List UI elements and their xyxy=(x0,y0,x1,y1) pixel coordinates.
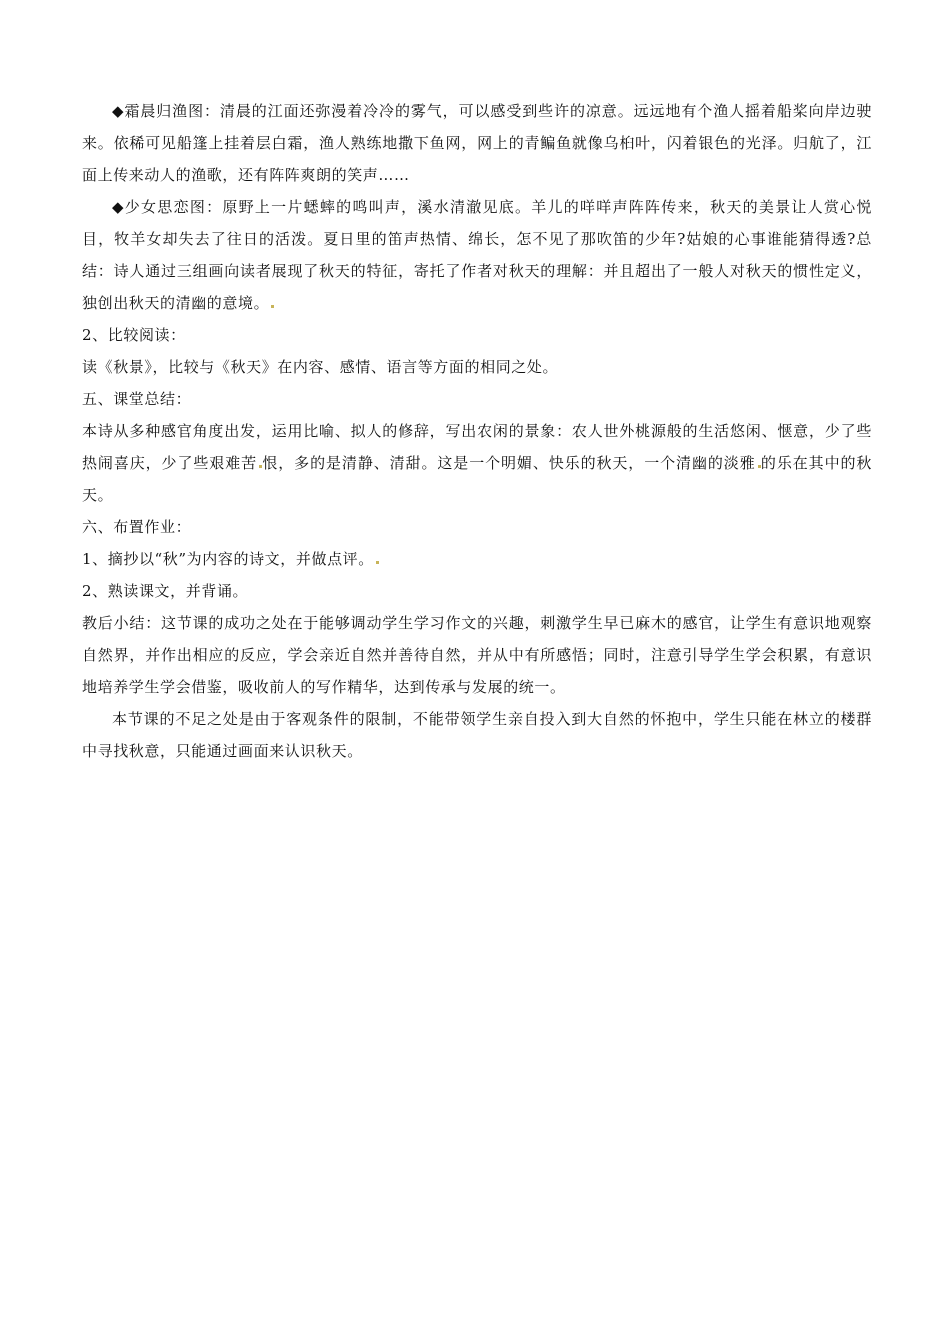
summary-text-part-1: 本诗从多种感官角度出发，运用比喻、拟人的修辞，写出农闲的景象：农人世外桃源般的生活悠闲、惬意，少了些热闹喜庆，少了些艰难苦 xyxy=(82,422,872,472)
marker-dot xyxy=(271,305,274,308)
paragraph-frost-morning-fishing: ◆霜晨归渔图：清晨的江面还弥漫着冷冷的雾气，可以感受到些许的凉意。远远地有个渔人摇着船桨向岸边驶来。依稀可见船篷上挂着层白霜，渔人熟练地撒下鱼网，网上的青鳊鱼就像乌桕叶，闪着银色的光泽。归航了，江面上传来动人的渔歌，还有阵阵爽朗的笑声…… xyxy=(82,102,872,184)
document-body xyxy=(82,95,872,767)
heading-class-summary: 五、课堂总结： xyxy=(82,390,192,408)
paragraph-comparative-reading: 读《秋景》，比较与《秋天》在内容、感情、语言等方面的相同之处。 xyxy=(82,358,559,376)
heading-homework: 六、布置作业： xyxy=(82,518,192,536)
marker-dot xyxy=(376,561,379,564)
paragraph-maiden-longing-text: ◆少女思恋图：原野上一片蟋蟀的鸣叫声，溪水清澈见底。羊儿的咩咩声阵阵传来，秋天的美景让人赏心悦目，牧羊女却失去了往日的活泼。夏日里的笛声热情、绵长，怎不见了那吹笛的少年?姑娘的心事谁能猜得透?总结：诗人通过三组画向读者展现了秋天的特征，寄托了作者对秋天的理解：并且超出了一般人对秋天的惯性定义，独创出秋天的清幽的意境。 xyxy=(82,198,872,312)
homework-item-2: 2、熟读课文，并背诵。 xyxy=(82,582,249,600)
summary-text-part-3: 的乐在其中的秋天。 xyxy=(82,454,872,504)
homework-item-1 xyxy=(82,543,872,575)
paragraph-maiden-longing xyxy=(82,191,872,319)
homework-item-1-text: 1、摘抄以“秋”为内容的诗文，并做点评。 xyxy=(82,550,374,568)
paragraph-teaching-reflection: 教后小结：这节课的成功之处在于能够调动学生学习作文的兴趣，刺激学生早已麻木的感官，让学生有意识地观察自然界，并作出相应的反应，学会亲近自然并善待自然，并从中有所感悟；同时，注意引导学生学会积累，有意识地培养学生学会借鉴，吸收前人的写作精华，达到传承与发展的统一。 xyxy=(82,614,872,696)
summary-text-part-2: 恨，多的是清静、清甜。这是一个明媚、快乐的秋天，一个清幽的淡雅 xyxy=(262,454,756,472)
heading-comparative-reading: 2、比较阅读： xyxy=(82,326,186,344)
paragraph-class-summary xyxy=(82,415,872,511)
paragraph-shortcomings: 本节课的不足之处是由于客观条件的限制，不能带领学生亲自投入到大自然的怀抱中，学生只能在林立的楼群中寻找秋意，只能通过画面来认识秋天。 xyxy=(82,710,872,760)
